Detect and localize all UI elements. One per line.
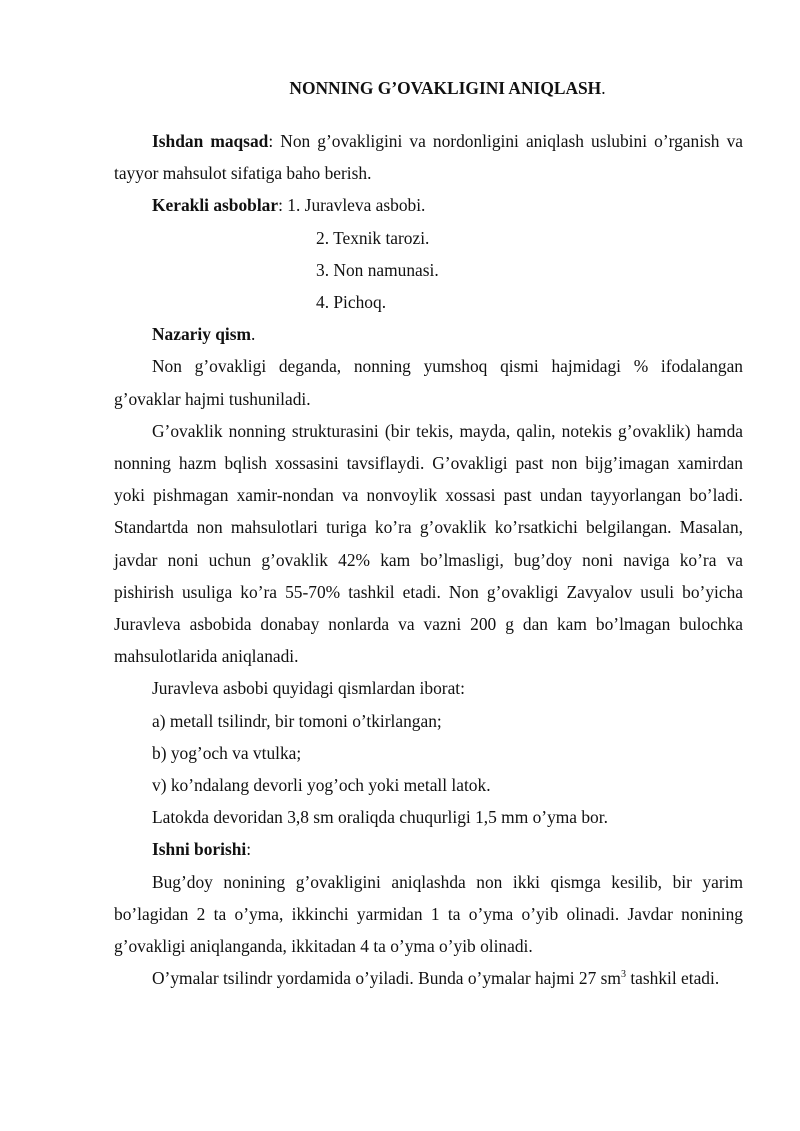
tools-line: [114, 189, 743, 221]
step-1: Bug’doy nonining g’ovakligini aniqlashda non ikki qismga kesilib, bir yarim bo’lagidan 2 ta o’yma, ikkinchi yarmidan 1 ta o’yma o’yib olinadi. Javdar nonining g’ovakligi aniqlanganda, ikkitadan 4 ta o’yma o’yib olinadi.: [114, 871, 743, 957]
paragraph-3: Juravleva asbobi quyidagi qismlardan iborat:: [152, 678, 465, 699]
paragraph-4: Latokda devoridan 3,8 sm oraliqda chuqurligi 1,5 mm o’yma bor.: [152, 807, 608, 828]
aim-label: Ishdan maqsad: [152, 131, 269, 151]
paragraph-1: Non g’ovakligi deganda, nonning yumshoq qismi hajmidagi % ifodalangan g’ovaklar hajmi tushuniladi.: [114, 356, 743, 409]
theory-heading: [114, 318, 743, 350]
procedure-label: Ishni borishi: [152, 839, 247, 860]
step-2: [114, 962, 743, 994]
aim-text: Non g’ovakligini va nordonligini aniqlash uslubini o’rganish va tayyor mahsulot sifatiga baho berish.: [114, 131, 743, 184]
tool-item-1: 1. Juravleva asbobi.: [282, 195, 426, 216]
tool-item-4: 4. Pichoq.: [316, 292, 387, 313]
tools-sep: :: [278, 195, 283, 216]
paragraph-2: G’ovaklik nonning strukturasini (bir tekis, mayda, qalin, notekis g’ovaklik) hamda nonning hazm bqlish xossasini tavsiflaydi. G’ovakligi past non bijg’imagan xamirdan yoki pishmagan xamir-nondan va nonvoylik xossasi past undan tayyorlangan bo’ladi. Standartda non mahsulotlari turiga ko’ra g’ovaklik ko’rsatkichi belgilangan. Masalan, javdar noni uchun g’ovaklik 42% kam bo’lmasligi, bug’doy noni naviga ko’ra va pishirish usuliga ko’ra 55-70% tashkil etadi. Non g’ovakligi Zavyalov usuli bo’yicha Juravleva asbobida donabay nonlarda va vazni 200 g dan kam bo’lmagan bulochka mahsulotlarida aniqlanadi.: [114, 420, 743, 667]
step-2-superscript: 3: [620, 969, 626, 981]
list-item-v: v) ko’ndalang devorli yog’och yoki metall latok.: [152, 775, 491, 796]
tool-item-2: 2. Texnik tarozi.: [316, 227, 430, 248]
theory-label: Nazariy qism: [152, 324, 252, 345]
aim-paragraph: [114, 125, 743, 189]
document-body: [114, 125, 743, 994]
step-2-text: O’ymalar tsilindr yordamida o’yiladi. Bunda o’ymalar hajmi 27 sm: [152, 968, 621, 989]
theory-dot: .: [251, 324, 256, 345]
list-item-b: b) yog’och va vtulka;: [152, 742, 302, 763]
step-2-text-end: tashkil etadi.: [625, 968, 720, 989]
title-dot: .: [601, 78, 606, 98]
tool-item-3: 3. Non namunasi.: [316, 259, 439, 280]
procedure-heading: [114, 833, 743, 865]
procedure-sep: :: [246, 839, 252, 860]
list-item-a: a) metall tsilindr, bir tomoni o’tkirlangan;: [152, 710, 442, 731]
tools-label: Kerakli asboblar: [152, 195, 279, 216]
aim-sep: :: [268, 131, 274, 151]
title-text: NONNING G’OVAKLIGINI ANIQLASH: [289, 78, 602, 98]
page-title: [0, 72, 800, 104]
